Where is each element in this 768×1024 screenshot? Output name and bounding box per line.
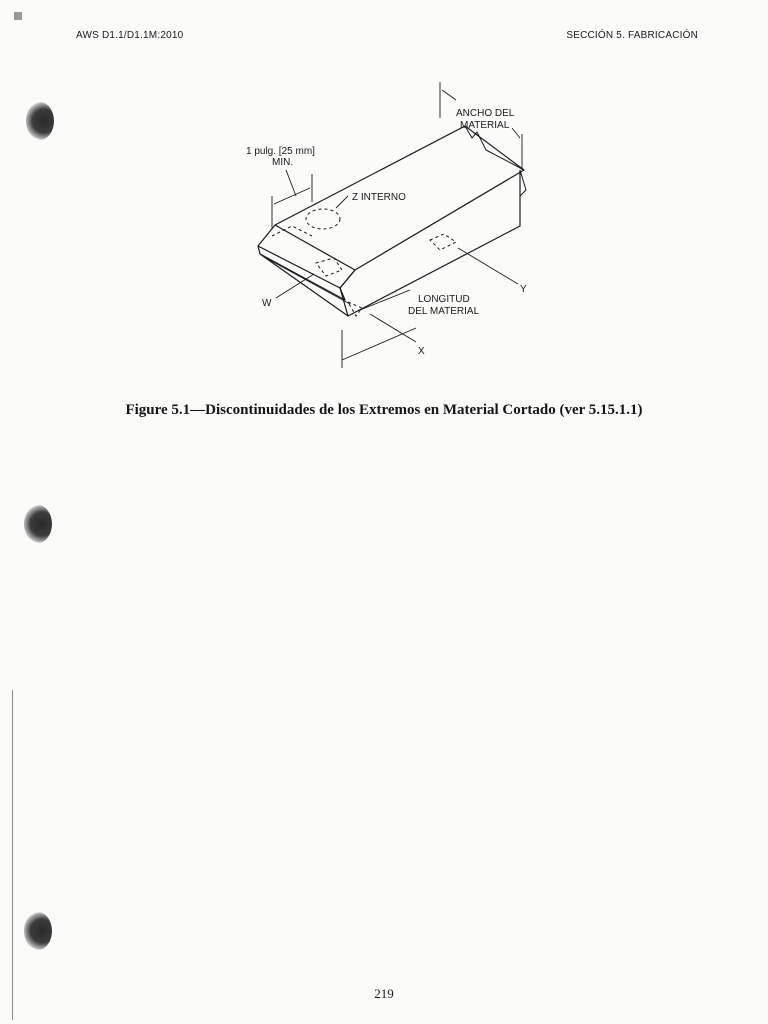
width-leader [442, 90, 456, 100]
label-del-material: DEL MATERIAL [408, 306, 480, 317]
w-leader [276, 274, 314, 298]
label-z-interno: Z INTERNO [352, 192, 406, 203]
end-hatch [266, 258, 350, 304]
figure-5-1-diagram [230, 78, 550, 378]
width-arrow-right [512, 128, 520, 138]
label-y: Y [520, 284, 527, 295]
figure-caption: Figure 5.1—Discontinuidades de los Extremos en Material Cortado (ver 5.15.1.1) [125, 402, 643, 418]
margin-line [12, 690, 13, 1020]
min-leader [286, 170, 296, 196]
x-discontinuity [348, 302, 362, 316]
punch-hole [26, 102, 54, 140]
z-internal-discontinuity [306, 209, 340, 229]
header-section-title: SECCIÓN 5. FABRICACIÓN [566, 30, 698, 41]
x-dimension-line [342, 328, 416, 360]
y-leader [458, 248, 518, 284]
page-number: 219 [374, 986, 394, 1001]
label-ancho-del: ANCHO DEL [456, 108, 515, 119]
length-leader [360, 290, 410, 310]
z-leader [336, 196, 348, 208]
label-w: W [262, 298, 272, 309]
discontinuity-block-drawing [230, 78, 550, 378]
punch-hole [24, 912, 52, 950]
label-x: X [418, 346, 425, 357]
label-min: MIN. [272, 157, 294, 168]
label-material: MATERIAL [460, 120, 510, 131]
scan-corner-mark [14, 12, 22, 20]
end-bevel [258, 246, 345, 300]
header-standard-code: AWS D1.1/D1.1M:2010 [76, 30, 184, 41]
label-longitud: LONGITUD [418, 294, 470, 305]
min-dimension-line [274, 188, 310, 204]
break-line-side [520, 170, 526, 226]
y-discontinuity [430, 234, 456, 250]
punch-hole [24, 505, 52, 543]
label-min-dimension: 1 pulg. [25 mm] [246, 146, 315, 157]
